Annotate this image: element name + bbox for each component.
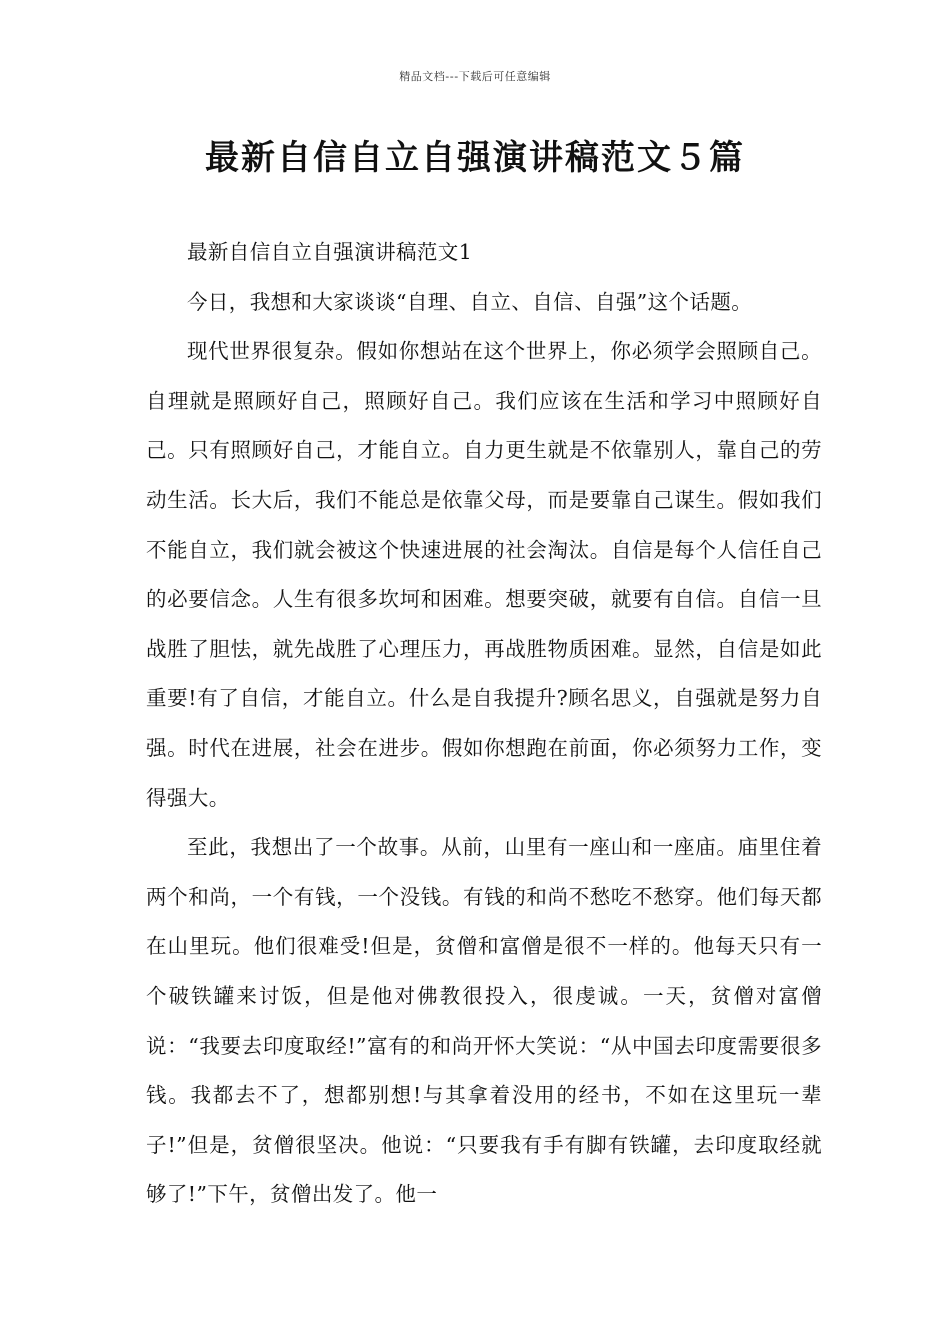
header-note: 精品文档---下载后可任意编辑 — [399, 70, 551, 83]
document-body — [146, 228, 822, 1220]
paragraph: 至此，我想出了一个故事。从前，山里有一座山和一座庙。庙里住着两个和尚，一个有钱，一个没钱。有钱的和尚不愁吃不愁穿。他们每天都在山里玩。他们很难受!但是，贫僧和富僧是很不一样的。他每天只有一个破铁罐来讨饭，但是他对佛教很投入，很虔诚。一天，贫僧对富僧说：“我要去印度取经!”富有的和尚开怀大笑说：“从中国去印度需要很多钱。我都去不了，想都别想!与其拿着没用的经书，不如在这里玩一辈子!”但是，贫僧很坚决。他说：“只要我有手有脚有铁罐，去印度取经就够了!”下午，贫僧出发了。他一 — [146, 835, 822, 1207]
paragraph: 现代世界很复杂。假如你想站在这个世界上，你必须学会照顾自己。自理就是照顾好自己，照顾好自己。我们应该在生活和学习中照顾好自己。只有照顾好自己，才能自立。自力更生就是不依靠别人，靠自己的劳动生活。长大后，我们不能总是依靠父母，而是要靠自己谋生。假如我们不能自立，我们就会被这个快速进展的社会淘汰。自信是每个人信任自己的必要信念。人生有很多坎坷和困难。想要突破，就要有自信。自信一旦战胜了胆怯，就先战胜了心理压力，再战胜物质困难。显然，自信是如此重要!有了自信，才能自立。什么是自我提升?顾名思义，自强就是努力自强。时代在进展，社会在进步。假如你想跑在前面，你必须努力工作，变得强大。 — [146, 339, 822, 810]
section-heading: 最新自信自立自强演讲稿范文1 — [187, 240, 473, 264]
document-title: 最新自信自立自强演讲稿范文５篇 — [205, 138, 745, 178]
paragraph: 今日，我想和大家谈谈“自理、自立、自信、自强”这个话题。 — [187, 289, 753, 314]
